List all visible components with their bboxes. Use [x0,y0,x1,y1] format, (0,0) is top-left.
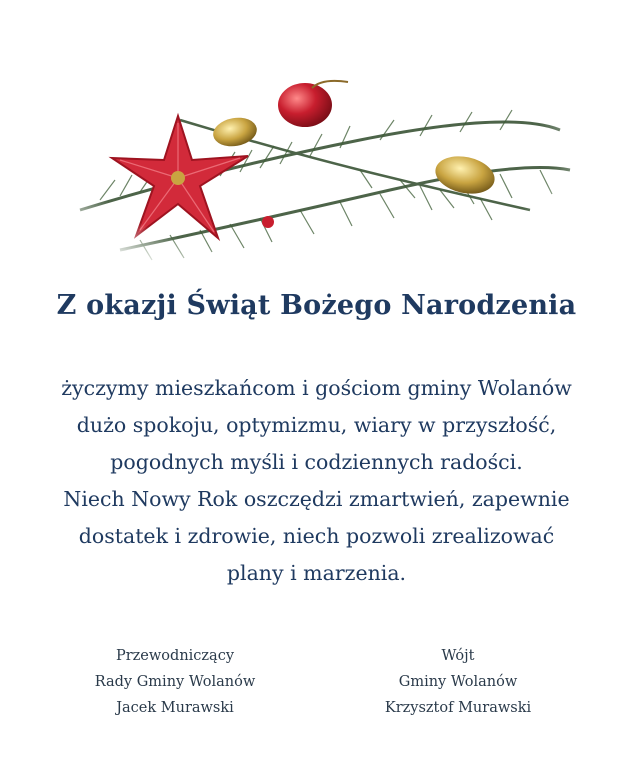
card-title: Z okazji Świąt Bożego Narodzenia [56,290,577,321]
signature-role: Przewodniczący [115,648,235,664]
wishes-line: plany i marzenia. [226,561,407,585]
wishes-line: dostatek i zdrowie, niech pozwoli zrealizować [78,524,555,548]
signature-body: Gminy Wolanów [398,674,518,690]
signature-body: Rady Gminy Wolanów [94,674,256,690]
signature-role: Wójt [441,648,475,664]
wishes-line: pogodnych myśli i codziennych radości. [110,450,523,474]
wishes-line: życzymy mieszkańcom i gościom gminy Wolanów [61,376,572,400]
wishes-line: Niech Nowy Rok oszczędzi zmartwień, zapewnie [63,487,570,511]
signature-mayor [338,643,578,721]
wishes-line: dużo spokoju, optymizmu, wiary w przyszłość, [76,413,557,437]
signature-name: Krzysztof Murawski [384,700,532,716]
wishes-text [0,370,633,592]
christmas-decoration-image [60,60,580,280]
signature-name: Jacek Murawski [116,700,234,716]
signature-council-chairman [55,643,295,721]
